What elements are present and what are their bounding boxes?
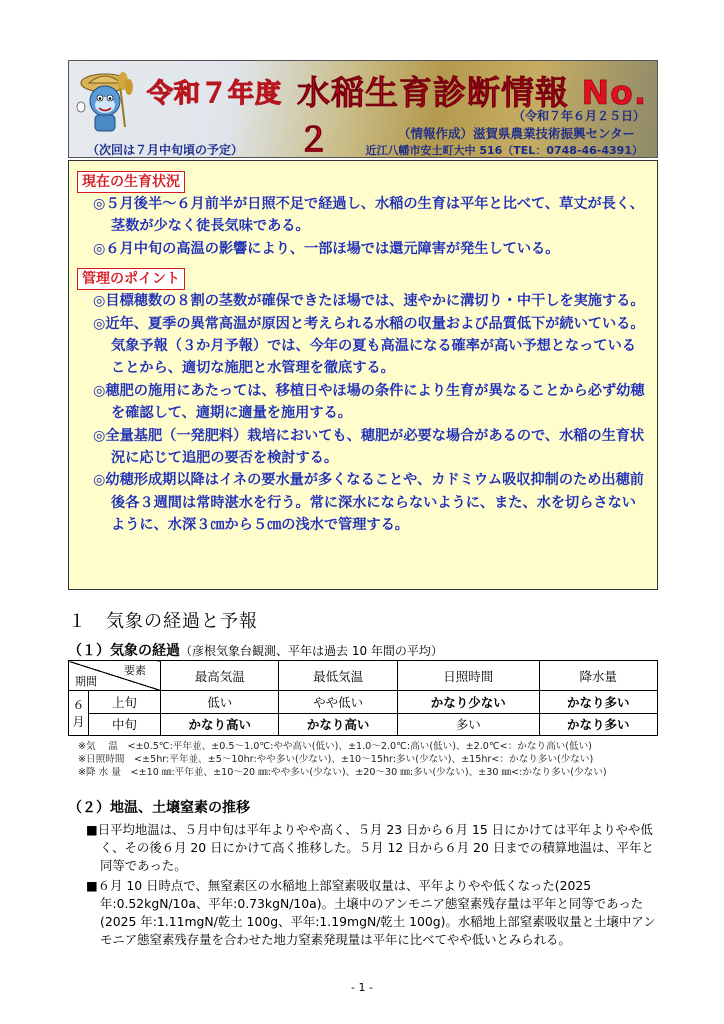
period-cell: 中旬 — [89, 713, 161, 735]
corner-top: 要素 — [124, 664, 146, 677]
subsection-soil: （２）地温、土壌窒素の推移 — [68, 800, 250, 816]
page-number: - 1 - — [351, 981, 373, 994]
period-cell: 上旬 — [89, 691, 161, 713]
table-cell: かなり高い — [279, 713, 397, 735]
note-line: ※気 温 <±0.5℃:平年並、±0.5～1.0℃:やや高い(低い)、±1.0～2.0℃:高い(低い)、±2.0℃<：かなり高い(低い) — [78, 741, 592, 752]
address: 近江八幡市安土町大中 516（TEL：0748-46-4391） — [365, 144, 643, 157]
month-cell: ６月 — [69, 691, 89, 736]
author: （情報作成）滋賀県農業技術振興センター — [397, 126, 635, 141]
point-item: ◎穂肥の施用にあたっては、移植日やほ場の条件により生育が異なることから必ず幼穂を確認して、適期に適量を施用する。 — [93, 382, 645, 422]
weather-table — [68, 660, 658, 736]
next-issue-note: （次回は７月中旬頃の予定） — [87, 143, 244, 157]
subsection-weather-note: （彦根気象台観測、平年は過去 10 年間の平均） — [180, 644, 443, 658]
note-line: ※日照時間 <±5hr:平年並、±5～10hr:やや多い(少ない)、±10～15hr:多い(少ない)、±15hr<：かなり多い(少ない) — [78, 754, 594, 765]
paragraph: ■６月 10 日時点で、無窒素区の水稲地上部窒素吸収量は、平年よりやや低くなった(2025 年:0.52kgN/10a、平年:0.73kgN/10a)。土壌中のアンモニア態窒素残存量は平年と同等であった(2025 年:1.11mgN/乾土 100g、平年:1.19mgN/乾土 100g)。水稲地上部窒素吸収量と土壌中アンモニア態窒素残存量を合わせた地力窒素発現量は平年に比べてやや低いとみられる。 — [86, 878, 656, 947]
table-cell: かなり多い — [539, 691, 657, 713]
section-heading: １ 気象の経過と予報 — [68, 611, 258, 632]
point-item: ◎近年、夏季の異常高温が原因と考えられる水稲の収量および品質低下が続いている。気象予報（３か月予報）では、今年の夏も高温になる確率が高い予想となっていることから、適切な施肥と水管理を徹底する。 — [93, 315, 645, 377]
col-header: 最低気温 — [279, 661, 397, 691]
subsection-weather-title: （１）気象の経過 — [68, 643, 180, 659]
status-item: ◎６月中旬の高温の影響により、一部ほ場では還元障害が発生している。 — [93, 240, 560, 257]
subsection-weather — [68, 640, 443, 660]
col-header: 降水量 — [539, 661, 657, 691]
corner-bottom: 期間 — [75, 675, 97, 689]
header-banner — [68, 60, 658, 158]
issue-date: （令和７年６月２５日） — [512, 109, 645, 123]
table-notes — [78, 740, 607, 779]
table-row — [69, 691, 658, 713]
points-tag: 管理のポイント — [77, 268, 185, 290]
table-cell: 多い — [397, 713, 539, 735]
table-corner — [69, 661, 161, 691]
col-header: 最高気温 — [161, 661, 279, 691]
table-cell: やや低い — [279, 691, 397, 713]
col-header: 日照時間 — [397, 661, 539, 691]
title-main: 水稲生育診断情報 No.２ — [297, 73, 648, 158]
point-item: ◎全量基肥（一発肥料）栽培においても、穂肥が必要な場合があるので、水稲の生育状況に応じて追肥の要否を検討する。 — [93, 427, 645, 467]
point-item: ◎幼穂形成期以降はイネの要水量が多くなることや、カドミウム吸収抑制のため出穂前後各３週間は常時湛水を行う。常に深水にならないように、また、水を切らさないように、水深３㎝から５㎝の浅水で管理する。 — [93, 472, 644, 534]
table-cell: かなり高い — [161, 713, 279, 735]
status-item: ◎５月後半～６月前半が日照不足で経過し、水稲の生育は平年と比べて、草丈が長く、茎数が少なく徒長気味である。 — [93, 196, 644, 235]
point-item: ◎目標穂数の８割の茎数が確保できたほ場では、速やかに溝切り・中干しを実施する。 — [93, 293, 645, 310]
mascot-icon — [75, 67, 141, 137]
table-cell: かなり多い — [539, 713, 657, 735]
paragraph: ■日平均地温は、５月中旬は平年よりやや高く、５月 23 日から６月 15 日にかけては平年よりやや低く、その後６月 20 日にかけて高く推移した。５月 12 日から６月 20 日までの積算地温は、平年と同等であった。 — [86, 822, 654, 873]
title-year: 令和７年度 — [147, 79, 283, 109]
table-row — [69, 713, 658, 735]
status-tag: 現在の生育状況 — [77, 171, 185, 193]
table-cell: 低い — [161, 691, 279, 713]
summary-box — [68, 160, 658, 590]
table-cell: かなり少ない — [397, 691, 539, 713]
note-line: ※降 水 量 <±10 ㎜:平年並、±10～20 ㎜:やや多い(少ない)、±20～30 ㎜:多い(少ない)、±30 ㎜<:かなり多い(少ない) — [78, 767, 607, 778]
